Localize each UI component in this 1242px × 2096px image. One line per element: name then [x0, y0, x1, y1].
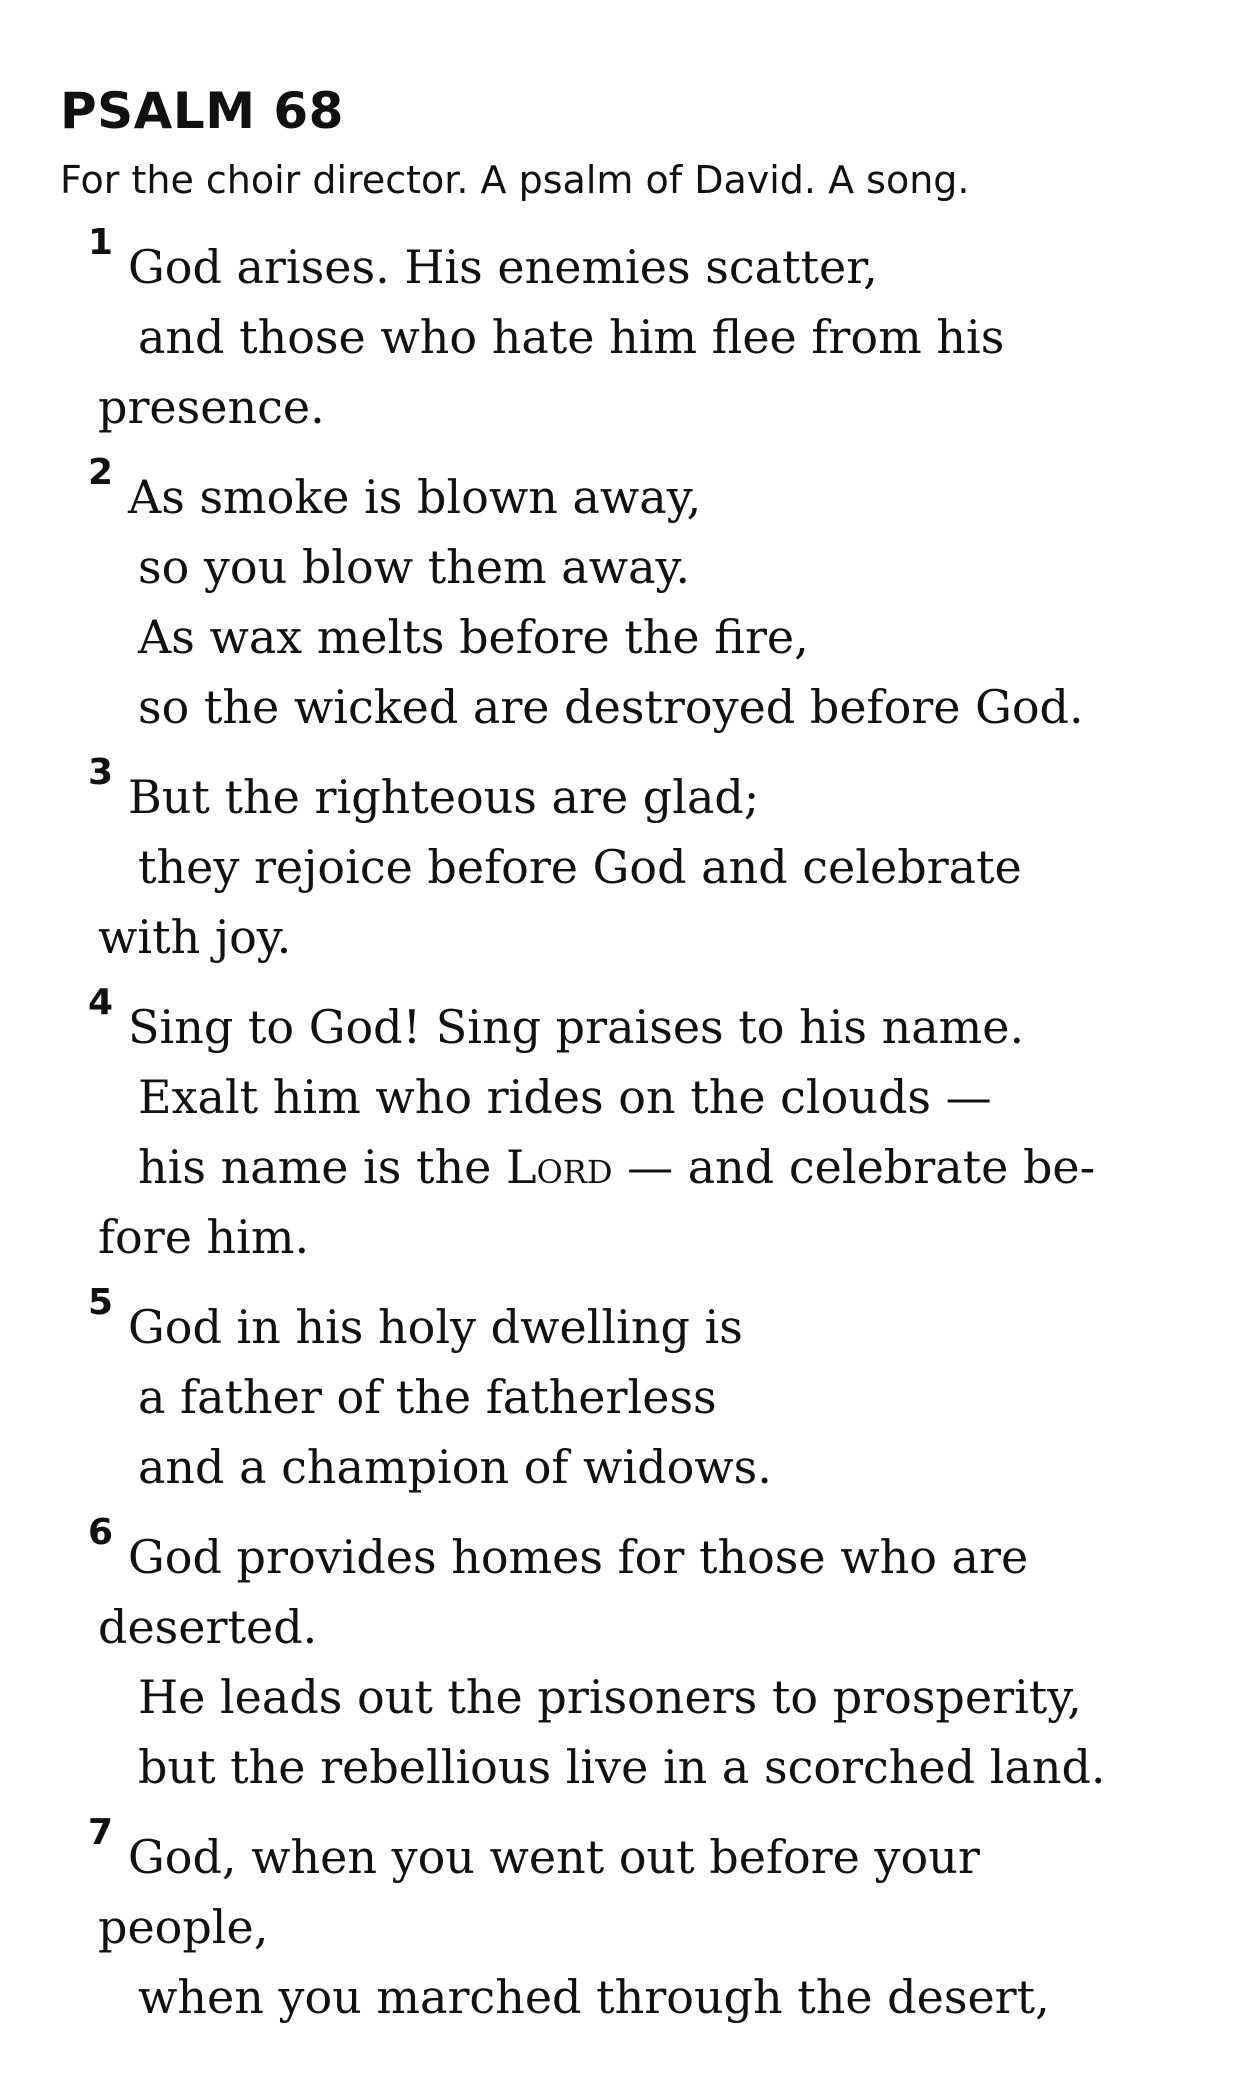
verse-number-2: 2 — [88, 452, 114, 493]
verse-number-7: 7 — [88, 1812, 114, 1853]
verse-2-line-4: so the wicked are destroyed before God. — [138, 680, 1084, 734]
verse-4-line-1: Sing to God! Sing praises to his name. — [128, 1000, 1025, 1054]
verse-number-6: 6 — [88, 1512, 114, 1553]
verse-4-line-2: Exalt him who rides on the clouds — — [138, 1070, 992, 1124]
verse-number-3: 3 — [88, 752, 114, 793]
verse-5-line-1: God in his holy dwelling is — [128, 1300, 743, 1354]
verse-6-line-4: but the rebellious live in a scorched land. — [138, 1740, 1106, 1794]
psalm-superscription: For the choir director. A psalm of David. A song. — [60, 158, 970, 202]
verse-5-line-2: a father of the fatherless — [138, 1370, 717, 1424]
verse-1-line-1: God arises. His enemies scatter, — [128, 240, 878, 294]
verse-6-line-1: God provides homes for those who are — [128, 1530, 1029, 1584]
verse-4-line-4: fore him. — [98, 1210, 310, 1264]
page-title: PSALM 68 — [60, 82, 344, 140]
verse-1-line-2: and those who hate him flee from his — [138, 310, 1005, 364]
verse-4-line-3 — [138, 1137, 1095, 1197]
verse-7-line-2: people, — [98, 1900, 269, 1954]
verse-5-line-3: and a champion of widows. — [138, 1440, 772, 1494]
verse-7-line-1: God, when you went out before your — [128, 1830, 980, 1884]
verse-4-line-3-end: — and celebrate be- — [612, 1140, 1096, 1194]
verse-number-1: 1 — [88, 222, 114, 263]
verse-2-line-1: As smoke is blown away, — [128, 470, 702, 524]
verse-3-line-3: with joy. — [98, 910, 292, 964]
verse-6-line-3: He leads out the prisoners to prosperity, — [138, 1670, 1082, 1724]
verse-7-line-3: when you marched through the desert, — [138, 1970, 1050, 2024]
verse-3-line-2: they rejoice before God and celebrate — [138, 840, 1022, 894]
verse-number-5: 5 — [88, 1282, 114, 1323]
verse-6-line-2: deserted. — [98, 1600, 318, 1654]
verse-2-line-3: As wax melts before the fire, — [138, 610, 809, 664]
verse-2-line-2: so you blow them away. — [138, 540, 690, 594]
verse-3-line-1: But the righteous are glad; — [128, 770, 760, 824]
verse-number-4: 4 — [88, 982, 114, 1023]
verse-1-line-3: presence. — [98, 380, 325, 434]
divine-name-lord: Lord — [505, 1140, 613, 1194]
verse-4-line-3-start: his name is the — [138, 1140, 506, 1194]
